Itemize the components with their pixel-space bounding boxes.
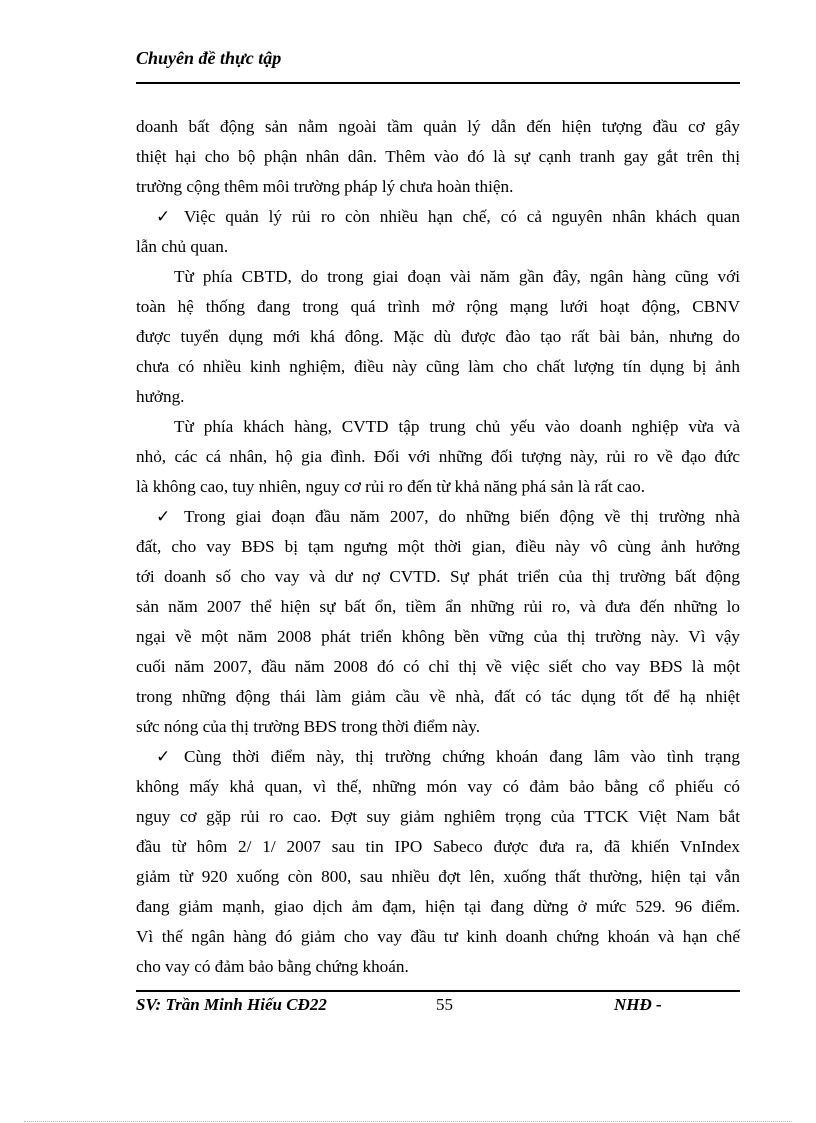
- body-line: đang giảm mạnh, giao dịch ảm đạm, hiện tại đang dừng ở mức 529. 96 điểm.: [136, 897, 740, 916]
- body-line: đất, cho vay BĐS bị tạm ngưng một thời gian, điều này vô cùng ảnh hưởng: [136, 537, 740, 556]
- checkmark-icon: ✓: [156, 207, 171, 226]
- body-line: Từ phía khách hàng, CVTD tập trung chủ yếu vào doanh nghiệp vừa và: [174, 417, 740, 436]
- body-line: không mấy khả quan, vì thế, những món vay có đảm bảo bằng cổ phiếu có: [136, 777, 740, 796]
- body-line: trong những động thái làm giảm cầu về nhà, đất có tác dụng tốt để hạ nhiệt: [136, 687, 740, 706]
- body-line: sức nóng của thị trường BĐS trong thời điểm này.: [136, 717, 481, 736]
- header-rule: [136, 82, 740, 84]
- body-text: Trong giai đoạn đầu năm 2007, do những biến động về thị trường nhà: [184, 507, 740, 526]
- body-line: tới doanh số cho vay và dư nợ CVTD. Sự phát triển của thị trường bất động: [136, 567, 740, 586]
- body-line: là không cao, tuy nhiên, nguy cơ rủi ro đến từ khả năng phá sản là rất cao.: [136, 477, 646, 496]
- page-edge-divider: [24, 1121, 792, 1122]
- body-line: cuối năm 2007, đầu năm 2008 đó có chỉ thị về việc siết cho vay BĐS là một: [136, 657, 740, 676]
- page-header-title: Chuyên đề thực tập: [136, 48, 282, 68]
- body-line: trường cộng thêm môi trường pháp lý chưa hoàn thiện.: [136, 177, 514, 196]
- body-line: Từ phía CBTD, do trong giai đoạn vài năm gần đây, ngân hàng cũng với: [174, 267, 740, 286]
- body-line: Vì thế ngân hàng đó giảm cho vay đầu tư kinh doanh chứng khoán và hạn chế: [136, 927, 740, 946]
- body-line: toàn hệ thống đang trong quá trình mở rộng mạng lưới hoạt động, CBNV: [136, 297, 740, 316]
- checkmark-icon: ✓: [156, 507, 171, 526]
- page-body: [136, 112, 740, 982]
- body-line: thiệt hại cho bộ phận nhân dân. Thêm vào đó là sự cạnh tranh gay gắt trên thị: [136, 147, 740, 166]
- body-line: lẫn chủ quan.: [136, 237, 229, 256]
- body-line: đầu từ hôm 2/ 1/ 2007 sau tin IPO Sabeco được đưa ra, đã khiến VnIndex: [136, 837, 740, 856]
- checkmark-icon: ✓: [156, 747, 171, 766]
- body-line: giảm từ 920 xuống còn 800, sau nhiều đợt lên, xuống thất thường, hiện tại vẫn: [136, 867, 740, 886]
- body-line: doanh bất động sản nằm ngoài tầm quản lý dẫn đến hiện tượng đầu cơ gây: [136, 117, 740, 136]
- page-number: 55: [436, 995, 453, 1014]
- bullet-line: [136, 742, 740, 772]
- body-line: sản năm 2007 thể hiện sự bất ổn, tiềm ẩn những rủi ro, và đưa đến những lo: [136, 597, 740, 616]
- footer-class-label: NHĐ -: [614, 995, 662, 1014]
- body-line: cho vay có đảm bảo bằng chứng khoán.: [136, 957, 409, 976]
- body-line: ngại về một năm 2008 phát triển không bền vững của thị trường này. Vì vậy: [136, 627, 740, 646]
- footer-rule: [136, 990, 740, 992]
- body-line: chưa có nhiều kinh nghiệm, điều này cũng làm cho chất lượng tín dụng bị ảnh: [136, 357, 740, 376]
- body-text: Cùng thời điểm này, thị trường chứng khoán đang lâm vào tình trạng: [184, 747, 740, 766]
- bullet-line: [136, 502, 740, 532]
- body-line: hưởng.: [136, 387, 185, 406]
- body-line: nguy cơ gặp rủi ro cao. Đợt suy giảm nghiêm trọng của TTCK Việt Nam bắt: [136, 807, 740, 826]
- body-line: được tuyển dụng mới khá đông. Mặc dù được đào tạo rất bài bản, nhưng do: [136, 327, 740, 346]
- body-line: nhỏ, các cá nhân, hộ gia đình. Đối với những đối tượng này, rủi ro về đạo đức: [136, 447, 740, 466]
- body-text: Việc quản lý rủi ro còn nhiều hạn chế, có cả nguyên nhân khách quan: [184, 207, 740, 226]
- bullet-line: [136, 202, 740, 232]
- footer-student: SV: Trần Minh Hiếu CĐ22: [136, 995, 327, 1014]
